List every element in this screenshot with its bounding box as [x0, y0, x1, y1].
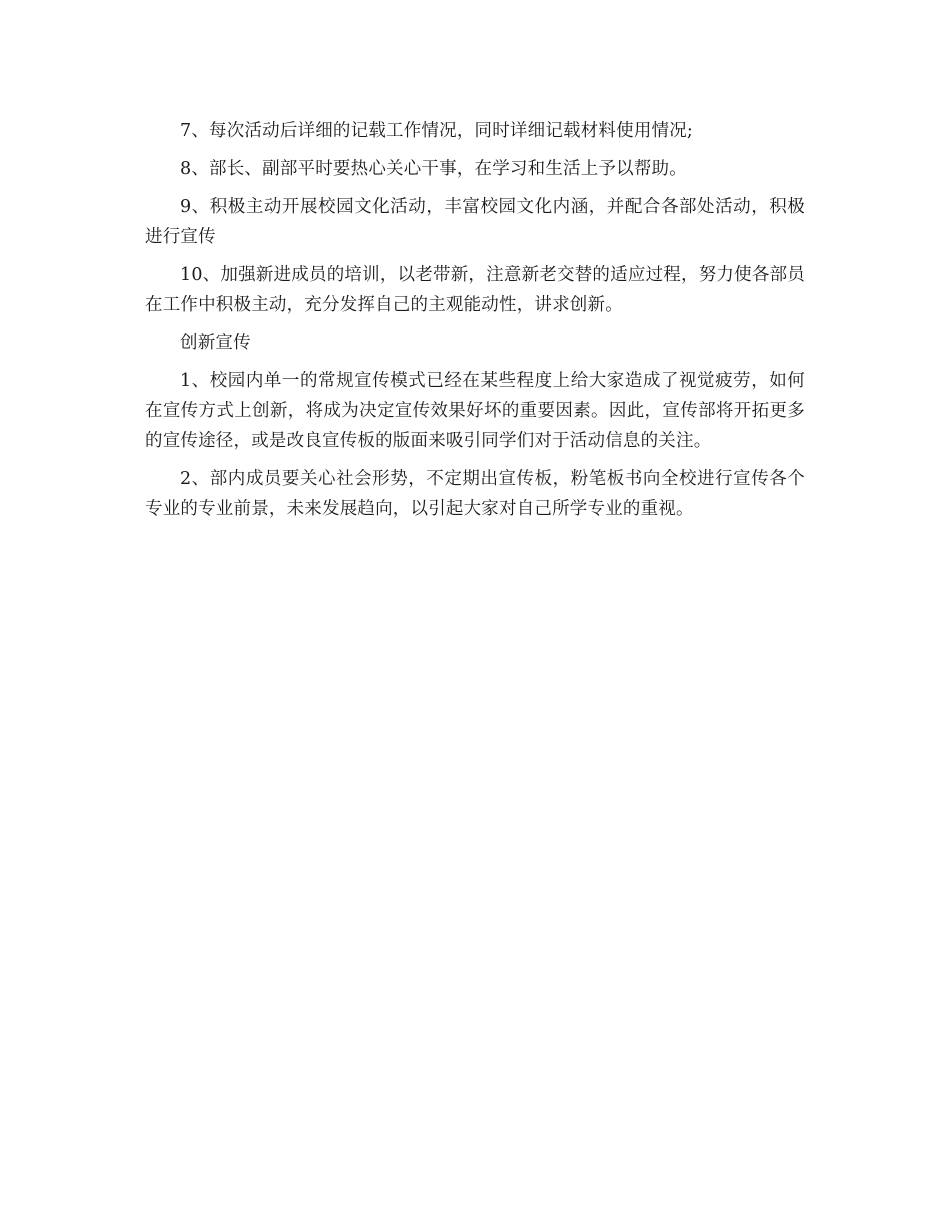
paragraph-innovation-1: 1、校园内单一的常规宣传模式已经在某些程度上给大家造成了视觉疲劳，如何在宣传方式上创新，将成为决定宣传效果好坏的重要因素。因此，宣传部将开拓更多的宣传途径，或是改良宣传板的版面来吸引同学们对于活动信息的关注。 — [145, 371, 805, 451]
paragraph-item-7: 7、每次活动后详细的记载工作情况，同时详细记载材料使用情况; — [180, 121, 694, 141]
document-body — [145, 116, 805, 532]
paragraph-item-8: 8、部长、副部平时要热心关心干事，在学习和生活上予以帮助。 — [180, 159, 687, 179]
paragraph-item-10: 10、加强新进成员的培训，以老带新，注意新老交替的适应过程，努力使各部员在工作中积极主动，充分发挥自己的主观能动性，讲求创新。 — [145, 265, 805, 315]
section-heading: 创新宣传 — [180, 333, 251, 353]
paragraph-innovation-2: 2、部内成员要关心社会形势，不定期出宣传板，粉笔板书向全校进行宣传各个专业的专业前景，未来发展趋向，以引起大家对自己所学专业的重视。 — [145, 469, 805, 519]
paragraph-item-9: 9、积极主动开展校园文化活动，丰富校园文化内涵，并配合各部处活动，积极进行宣传 — [145, 197, 805, 247]
